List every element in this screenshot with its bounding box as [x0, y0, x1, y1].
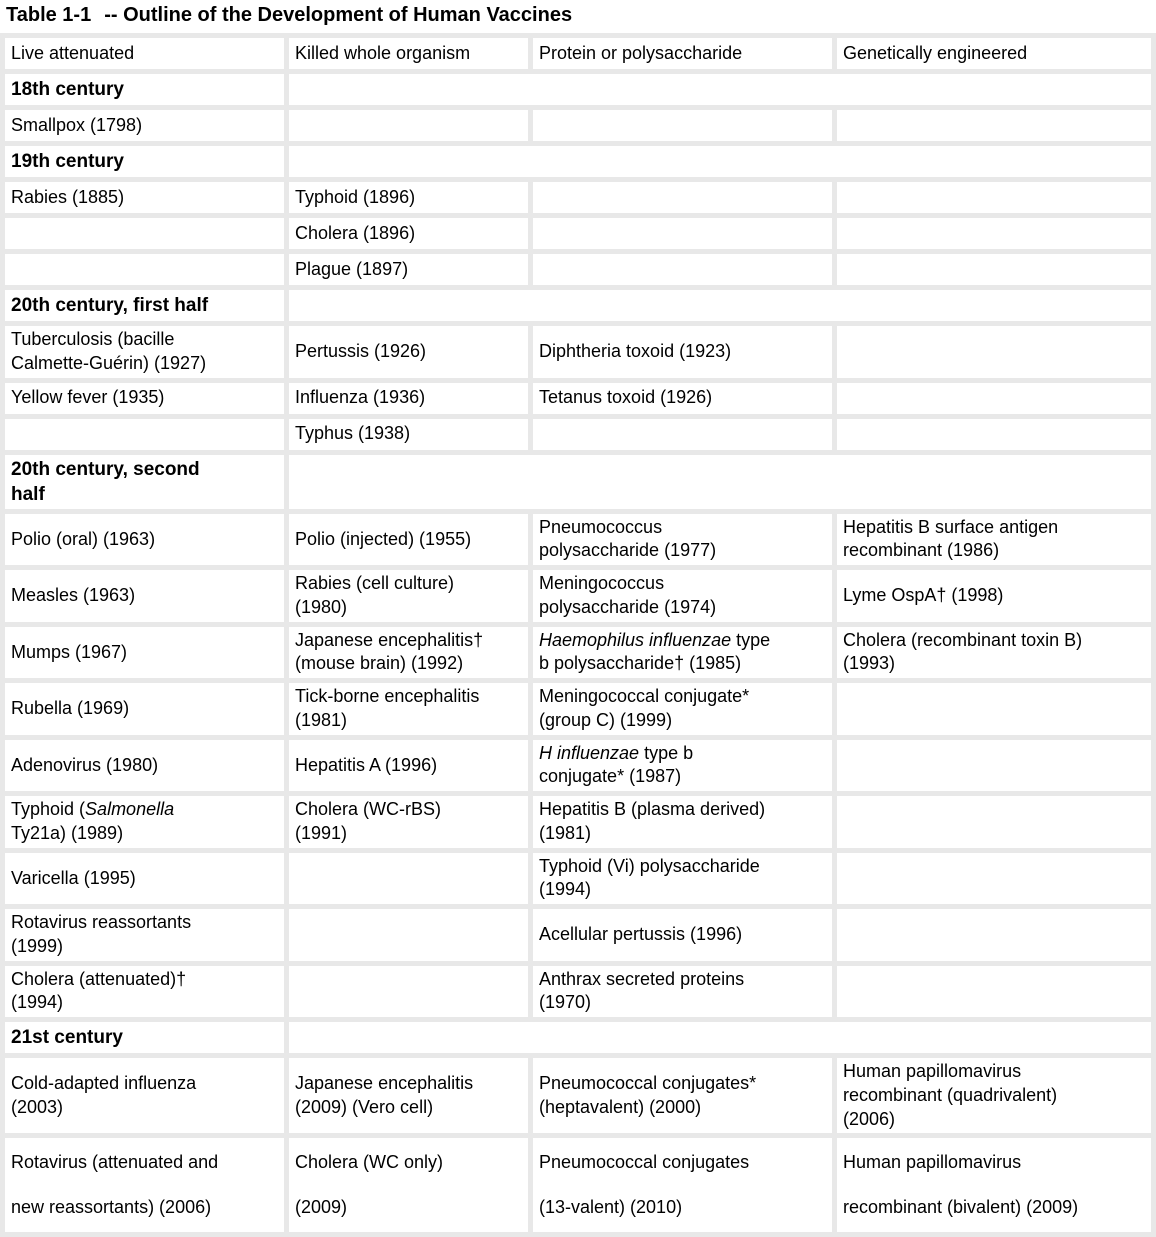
table-body [5, 74, 1151, 1232]
cell-text: Acellular pertussis (1996) [539, 924, 743, 945]
cell-text: Rubella (1969) [11, 698, 130, 719]
cell-text: Cholera (WC-rBS) (1991) [295, 799, 442, 843]
table-cell [837, 740, 1151, 792]
table-cell [837, 909, 1151, 961]
table-cell [533, 514, 832, 566]
table-cell [289, 1138, 528, 1232]
cell-text: Cholera (WC only) (2009) [295, 1152, 444, 1218]
table-title [0, 0, 1156, 33]
table-row [5, 853, 1151, 905]
table-row [5, 683, 1151, 735]
table-cell [5, 383, 284, 414]
cell-text: Hepatitis B (plasma derived) (1981) [539, 799, 766, 843]
table-row [5, 254, 1151, 285]
table-row [5, 796, 1151, 848]
table-cell [289, 740, 528, 792]
cell-text: Varicella (1995) [11, 867, 136, 888]
cell-text: Human papillomavirus recombinant (bivalent) (2009) [843, 1152, 1079, 1218]
section-cell [5, 1022, 284, 1053]
cell-text: Pertussis (1926) [295, 340, 427, 361]
table-cell [533, 326, 832, 378]
table-cell [837, 796, 1151, 848]
section-label: 20th century, first half [11, 294, 209, 316]
table-cell [837, 627, 1151, 679]
table-cell [5, 1138, 284, 1232]
cell-text: Cholera (attenuated)† (1994) [11, 968, 187, 1013]
table-row [5, 218, 1151, 249]
table-cell [837, 966, 1151, 1018]
table-title-number: Table 1-1 [6, 4, 92, 26]
table-cell [289, 182, 528, 213]
section-row [5, 290, 1151, 321]
column-header [289, 38, 528, 69]
table-cell [5, 1058, 284, 1133]
table-cell [837, 110, 1151, 141]
cell-text: Pneumococcal conjugates* (heptavalent) (2000) [539, 1073, 757, 1117]
table-cell [533, 419, 832, 450]
table-cell [837, 383, 1151, 414]
cell-text-italic-segment: H influenzae [539, 742, 640, 763]
section-label: 21st century [11, 1027, 123, 1049]
table-row [5, 383, 1151, 414]
table-cell [5, 627, 284, 679]
table-cell [837, 570, 1151, 622]
table-cell [5, 853, 284, 905]
table-cell [533, 740, 832, 792]
cell-text: Yellow fever (1935) [11, 387, 165, 408]
header-row [5, 38, 1151, 69]
table-cell [837, 1058, 1151, 1133]
cell-text-segment: Typhoid ( [11, 799, 86, 820]
table-cell [5, 570, 284, 622]
cell-text: Tick-borne encephalitis (1981) [295, 686, 480, 730]
table-cell [5, 326, 284, 378]
table-cell [289, 683, 528, 735]
table-cell [289, 110, 528, 141]
table-title-text: -- Outline of the Development of Human Vaccines [104, 4, 573, 26]
table-row [5, 570, 1151, 622]
table-row [5, 514, 1151, 566]
cell-text [539, 742, 772, 790]
cell-text: Lyme OspA† (1998) [843, 585, 1004, 606]
cell-text: Hepatitis B surface antigen recombinant (1986) [843, 516, 1059, 561]
section-row [5, 146, 1151, 177]
table-cell [5, 182, 284, 213]
section-label: 19th century [11, 150, 124, 172]
table-cell [533, 110, 832, 141]
cell-text: Hepatitis A (1996) [295, 754, 438, 775]
section-row-spacer [289, 455, 1151, 509]
table-cell [837, 419, 1151, 450]
table-cell [289, 627, 528, 679]
table-cell [837, 254, 1151, 285]
section-row-spacer [289, 146, 1151, 177]
section-row-spacer [289, 290, 1151, 321]
table-cell [533, 853, 832, 905]
cell-text: Rotavirus (attenuated and new reassortants) (2006) [11, 1152, 219, 1218]
table-row [5, 1058, 1151, 1133]
table-row [5, 419, 1151, 450]
table-cell [837, 182, 1151, 213]
cell-text-segment: Ty21a) (1989) [11, 822, 124, 843]
table-cell [533, 683, 832, 735]
column-header-label: Genetically engineered [843, 42, 1028, 63]
cell-text: Plague (1897) [295, 258, 409, 279]
table-cell [837, 1138, 1151, 1232]
table-cell [837, 853, 1151, 905]
section-row [5, 455, 1151, 509]
table-cell [533, 182, 832, 213]
table-cell [533, 570, 832, 622]
column-header [533, 38, 832, 69]
table-cell [289, 419, 528, 450]
cell-text: Diphtheria toxoid (1923) [539, 340, 732, 361]
cell-text: Pneumococcus polysaccharide (1977) [539, 516, 717, 561]
table-cell [5, 966, 284, 1018]
cell-text-italic-segment: Salmonella [85, 799, 175, 820]
section-cell [5, 146, 284, 177]
cell-text: Adenovirus (1980) [11, 754, 159, 775]
table-cell [533, 218, 832, 249]
section-row [5, 1022, 1151, 1053]
table-cell [837, 683, 1151, 735]
table-cell [289, 909, 528, 961]
table-cell [5, 419, 284, 450]
cell-text: Rabies (cell culture) (1980) [295, 573, 455, 617]
table-cell [533, 254, 832, 285]
section-cell [5, 74, 284, 105]
table-cell [5, 514, 284, 566]
cell-text: Polio (oral) (1963) [11, 528, 156, 549]
cell-text-italic-segment: Haemophilus influenzae [539, 629, 732, 650]
table-cell [5, 909, 284, 961]
table-cell [289, 383, 528, 414]
section-cell [5, 290, 284, 321]
cell-text: Tuberculosis (bacille Calmette-Guérin) (1927) [11, 329, 207, 373]
table-row [5, 182, 1151, 213]
cell-text: Rotavirus reassortants (1999) [11, 912, 192, 956]
table-cell [533, 1138, 832, 1232]
cell-text: Human papillomavirus recombinant (quadrivalent) (2006) [843, 1061, 1058, 1129]
column-header [5, 38, 284, 69]
table-cell [533, 383, 832, 414]
table-cell [837, 326, 1151, 378]
section-cell [5, 455, 284, 509]
cell-text: Anthrax secreted proteins (1970) [539, 968, 745, 1013]
cell-text: Typhoid (1896) [295, 186, 416, 207]
table-cell [5, 254, 284, 285]
table-cell [533, 966, 832, 1018]
section-row-spacer [289, 74, 1151, 105]
table-cell [289, 254, 528, 285]
cell-text: Measles (1963) [11, 585, 136, 606]
table-cell [289, 796, 528, 848]
section-label: 20th century, second half [11, 458, 200, 505]
table-row [5, 326, 1151, 378]
table-cell [289, 966, 528, 1018]
column-header-label: Live attenuated [11, 42, 135, 63]
cell-text: Polio (injected) (1955) [295, 528, 472, 549]
vaccines-table [0, 33, 1156, 1237]
cell-text: Cholera (recombinant toxin B) (1993) [843, 629, 1083, 674]
cell-text: Cold-adapted influenza (2003) [11, 1073, 197, 1117]
cell-text: Meningococcal conjugate* (group C) (1999) [539, 686, 750, 730]
column-header [837, 38, 1151, 69]
table-row [5, 627, 1151, 679]
cell-text: Tetanus toxoid (1926) [539, 387, 713, 408]
table-cell [533, 1058, 832, 1133]
cell-text: Cholera (1896) [295, 222, 416, 243]
table-cell [5, 110, 284, 141]
section-row [5, 74, 1151, 105]
table-cell [289, 570, 528, 622]
table-cell [837, 218, 1151, 249]
table-row [5, 909, 1151, 961]
cell-text-segment: type b conjugate* (1987) [539, 742, 694, 787]
cell-text: Japanese encephalitis (2009) (Vero cell) [295, 1073, 474, 1117]
table-cell [533, 909, 832, 961]
table-cell [289, 218, 528, 249]
table-row [5, 1138, 1151, 1232]
cell-text: Meningococcus polysaccharide (1974) [539, 573, 717, 617]
section-row-spacer [289, 1022, 1151, 1053]
cell-text: Smallpox (1798) [11, 114, 143, 135]
section-label: 18th century [11, 78, 124, 100]
table-cell [837, 514, 1151, 566]
column-header-label: Killed whole organism [295, 42, 471, 63]
table-cell [5, 796, 284, 848]
cell-text: Rabies (1885) [11, 186, 125, 207]
table-cell [533, 796, 832, 848]
cell-text-segment: type b polysaccharide† (1985) [539, 629, 771, 674]
table-cell [5, 218, 284, 249]
table-cell [5, 740, 284, 792]
cell-text: Typhoid (Vi) polysaccharide (1994) [539, 855, 760, 900]
table-cell [289, 514, 528, 566]
table-row [5, 110, 1151, 141]
cell-text: Typhus (1938) [295, 423, 411, 444]
cell-text: Pneumococcal conjugates (13-valent) (2010) [539, 1152, 750, 1218]
cell-text: Japanese encephalitis† (mouse brain) (1992) [295, 629, 484, 674]
table-cell [533, 627, 832, 679]
table-cell [289, 1058, 528, 1133]
table-row [5, 966, 1151, 1018]
table-cell [289, 853, 528, 905]
cell-text [11, 798, 229, 846]
cell-text: Mumps (1967) [11, 641, 128, 662]
table-row [5, 740, 1151, 792]
column-header-label: Protein or polysaccharide [539, 42, 743, 63]
cell-text: Influenza (1936) [295, 387, 426, 408]
table-cell [5, 683, 284, 735]
cell-text [539, 629, 772, 677]
table-cell [289, 326, 528, 378]
